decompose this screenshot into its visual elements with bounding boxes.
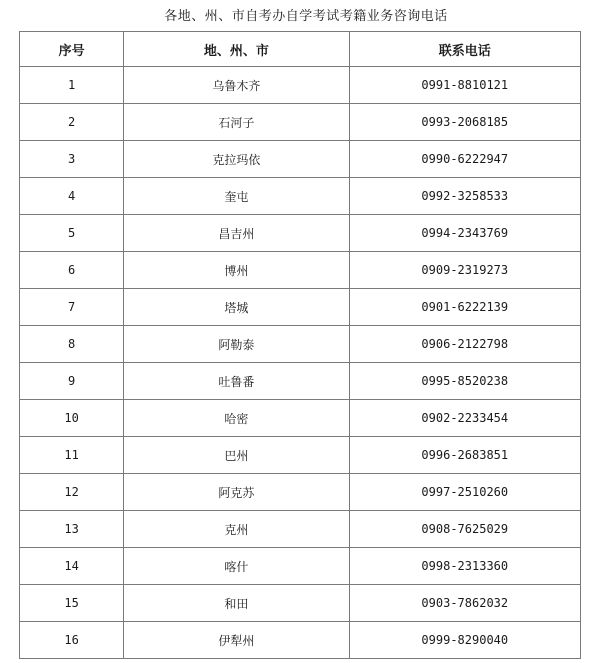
row-region: 巴州 bbox=[124, 437, 349, 474]
row-serial-number: 8 bbox=[20, 326, 124, 363]
row-serial-number: 12 bbox=[20, 474, 124, 511]
row-phone: 0902-2233454 bbox=[349, 400, 580, 437]
row-serial-number: 15 bbox=[20, 585, 124, 622]
row-phone: 0991-8810121 bbox=[349, 67, 580, 104]
row-serial-number: 9 bbox=[20, 363, 124, 400]
row-region: 伊犁州 bbox=[124, 622, 349, 659]
row-serial-number: 2 bbox=[20, 104, 124, 141]
row-region: 昌吉州 bbox=[124, 215, 349, 252]
row-phone: 0994-2343769 bbox=[349, 215, 580, 252]
row-region: 喀什 bbox=[124, 548, 349, 585]
row-region: 克拉玛依 bbox=[124, 141, 349, 178]
row-region: 石河子 bbox=[124, 104, 349, 141]
row-phone: 0997-2510260 bbox=[349, 474, 580, 511]
row-phone: 0990-6222947 bbox=[349, 141, 580, 178]
row-region: 博州 bbox=[124, 252, 349, 289]
row-region: 克州 bbox=[124, 511, 349, 548]
table-row bbox=[20, 400, 581, 437]
table-row bbox=[20, 289, 581, 326]
row-phone: 0903-7862032 bbox=[349, 585, 580, 622]
table-row bbox=[20, 67, 581, 104]
row-phone: 0908-7625029 bbox=[349, 511, 580, 548]
row-phone: 0998-2313360 bbox=[349, 548, 580, 585]
page-title: 各地、州、市自考办自学考试考籍业务咨询电话 bbox=[164, 9, 448, 24]
row-serial-number: 13 bbox=[20, 511, 124, 548]
row-region: 阿勒泰 bbox=[124, 326, 349, 363]
table-row bbox=[20, 178, 581, 215]
row-phone: 0999-8290040 bbox=[349, 622, 580, 659]
header-phone: 联系电话 bbox=[349, 32, 580, 67]
table-header-row bbox=[20, 32, 581, 67]
row-phone: 0996-2683851 bbox=[349, 437, 580, 474]
table-row bbox=[20, 252, 581, 289]
row-serial-number: 10 bbox=[20, 400, 124, 437]
row-region: 乌鲁木齐 bbox=[124, 67, 349, 104]
row-serial-number: 16 bbox=[20, 622, 124, 659]
row-region: 和田 bbox=[124, 585, 349, 622]
row-phone: 0995-8520238 bbox=[349, 363, 580, 400]
row-serial-number: 5 bbox=[20, 215, 124, 252]
row-region: 阿克苏 bbox=[124, 474, 349, 511]
row-phone: 0901-6222139 bbox=[349, 289, 580, 326]
header-serial-number: 序号 bbox=[20, 32, 124, 67]
row-region: 哈密 bbox=[124, 400, 349, 437]
table-row bbox=[20, 511, 581, 548]
table-row bbox=[20, 363, 581, 400]
table-row bbox=[20, 474, 581, 511]
table-row bbox=[20, 585, 581, 622]
table-row bbox=[20, 548, 581, 585]
table-row bbox=[20, 104, 581, 141]
table-row bbox=[20, 326, 581, 363]
table-row bbox=[20, 622, 581, 659]
row-serial-number: 6 bbox=[20, 252, 124, 289]
row-phone: 0909-2319273 bbox=[349, 252, 580, 289]
row-serial-number: 11 bbox=[20, 437, 124, 474]
row-phone: 0993-2068185 bbox=[349, 104, 580, 141]
table-row bbox=[20, 437, 581, 474]
row-region: 吐鲁番 bbox=[124, 363, 349, 400]
contact-table bbox=[19, 31, 581, 659]
header-region: 地、州、市 bbox=[124, 32, 349, 67]
row-serial-number: 7 bbox=[20, 289, 124, 326]
row-phone: 0906-2122798 bbox=[349, 326, 580, 363]
row-region: 塔城 bbox=[124, 289, 349, 326]
table-row bbox=[20, 141, 581, 178]
row-serial-number: 14 bbox=[20, 548, 124, 585]
row-serial-number: 4 bbox=[20, 178, 124, 215]
row-serial-number: 3 bbox=[20, 141, 124, 178]
row-phone: 0992-3258533 bbox=[349, 178, 580, 215]
row-serial-number: 1 bbox=[20, 67, 124, 104]
table-row bbox=[20, 215, 581, 252]
row-region: 奎屯 bbox=[124, 178, 349, 215]
